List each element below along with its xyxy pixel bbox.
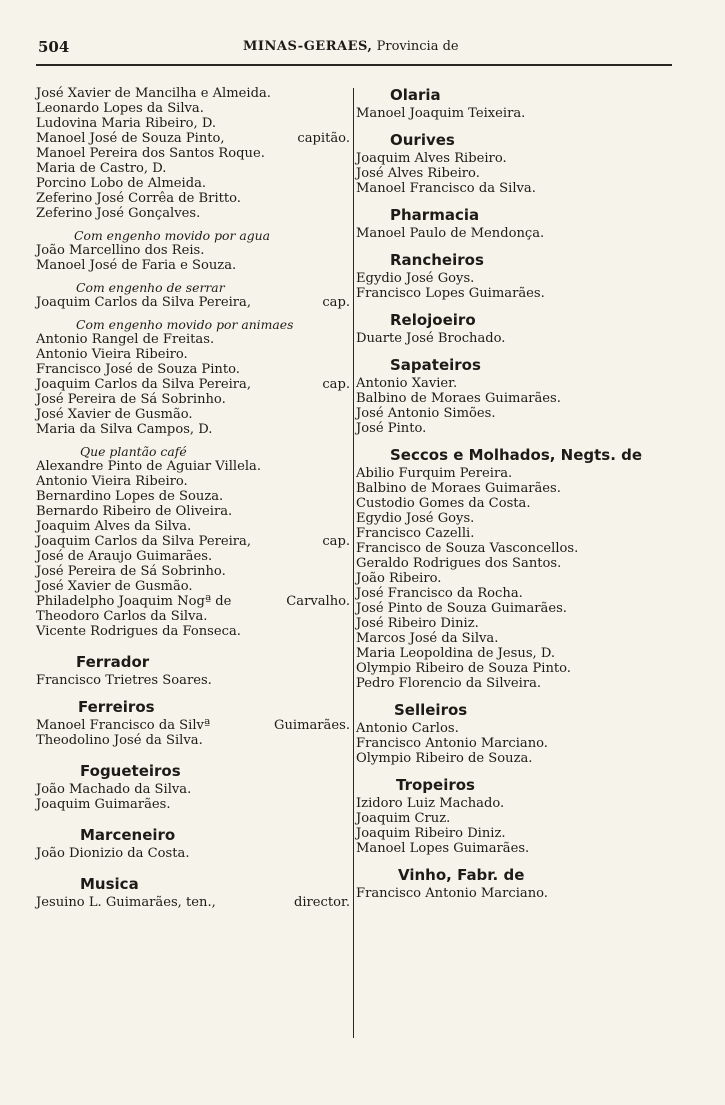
section-heading: Vinho, Fabr. de xyxy=(398,866,525,884)
name-entry: Antonio Rangel de Freitas. xyxy=(36,332,215,347)
name-entry: Joaquim Ribeiro Diniz. xyxy=(356,826,506,841)
name-entry: Manoel Joaquim Teixeira. xyxy=(356,106,526,121)
name-list xyxy=(356,886,696,901)
section-rancheiros xyxy=(356,251,696,301)
name-entry: Maria Leopoldina de Jesus, D. xyxy=(356,646,556,661)
name-entry: José Francisco da Rocha. xyxy=(356,586,523,601)
name-entry: Geraldo Rodrigues dos Santos. xyxy=(356,556,562,571)
section-ferrador xyxy=(36,653,350,688)
name-entry: Francisco de Souza Vasconcellos. xyxy=(356,541,579,556)
name-entry: Theodoro Carlos da Silva. xyxy=(36,609,208,624)
name-entry-text: Philadelpho Joaquim Nogª de xyxy=(36,594,232,609)
section-vinho xyxy=(356,866,696,901)
name-list xyxy=(36,295,350,310)
name-entry: José Xavier de Gusmão. xyxy=(36,407,193,422)
section-engenho-animaes xyxy=(36,317,350,437)
section-engenho-serrar xyxy=(36,280,350,310)
name-entry: Maria de Castro, D. xyxy=(36,161,167,176)
name-entry: José Xavier de Gusmão. xyxy=(36,579,193,594)
section-sapateiros xyxy=(356,356,696,436)
name-list xyxy=(36,332,350,437)
name-entry-text: Joaquim Carlos da Silva Pereira, xyxy=(36,534,252,549)
name-entry: Joaquim Alves Ribeiro. xyxy=(356,151,507,166)
name-entry: Egydio José Goys. xyxy=(356,271,475,286)
name-entry: Francisco José de Souza Pinto. xyxy=(36,362,240,377)
name-list xyxy=(356,106,696,121)
section-heading: Pharmacia xyxy=(390,206,480,224)
page-number: 504 xyxy=(38,38,70,56)
name-entry: Porcino Lobo de Almeida. xyxy=(36,176,207,191)
name-entry: João Machado da Silva. xyxy=(36,782,192,797)
right-column xyxy=(356,86,696,901)
name-entry-title: Carvalho. xyxy=(286,594,350,609)
section-ferreiros xyxy=(36,698,350,748)
name-entry: João Dionizio da Costa. xyxy=(36,846,190,861)
name-list xyxy=(36,718,350,748)
name-entry-text: Manoel José de Souza Pinto, xyxy=(36,131,225,146)
name-entry: José Ribeiro Diniz. xyxy=(356,616,479,631)
name-entry: Olympio Ribeiro de Souza Pinto. xyxy=(356,661,571,676)
name-entry: Francisco Cazelli. xyxy=(356,526,475,541)
name-entry-text: Manoel Francisco da Silvª xyxy=(36,718,211,733)
name-entry: Olympio Ribeiro de Souza. xyxy=(356,751,533,766)
running-title xyxy=(243,39,459,54)
name-entry: José Xavier de Mancilha e Almeida. xyxy=(36,86,271,101)
name-entry: Antonio Vieira Ribeiro. xyxy=(36,474,188,489)
name-entry: Manoel José de Faria e Souza. xyxy=(36,258,237,273)
name-entry: Joaquim Guimarães. xyxy=(36,797,171,812)
name-entry-title: capitão. xyxy=(297,131,350,146)
section-musica xyxy=(36,875,350,910)
name-list xyxy=(36,846,350,861)
section-heading: Seccos e Molhados, Negts. de xyxy=(390,446,643,464)
name-list xyxy=(36,459,350,639)
name-list xyxy=(36,782,350,812)
name-entry: Antonio Vieira Ribeiro. xyxy=(36,347,188,362)
name-entry: João Marcellino dos Reis. xyxy=(36,243,205,258)
name-entry: Abilio Furquim Pereira. xyxy=(356,466,513,481)
section-heading: Relojoeiro xyxy=(390,311,476,329)
name-entry: Antonio Carlos. xyxy=(356,721,459,736)
section-heading: Ferreiros xyxy=(78,698,155,716)
name-entry: José Pereira de Sá Sobrinho. xyxy=(36,392,226,407)
column-divider xyxy=(353,88,354,1038)
name-entry: Joaquim Cruz. xyxy=(356,811,451,826)
name-entry: José Pereira de Sá Sobrinho. xyxy=(36,564,226,579)
section-pharmacia xyxy=(356,206,696,241)
name-entry xyxy=(36,895,350,910)
name-entry: Vicente Rodrigues da Fonseca. xyxy=(36,624,241,639)
section-marceneiro xyxy=(36,826,350,861)
name-list xyxy=(356,151,696,196)
name-entry: Alexandre Pinto de Aguiar Villela. xyxy=(36,459,261,474)
running-title-province: MINAS-GERAES, xyxy=(243,39,373,54)
name-entry xyxy=(36,131,350,146)
name-entry: Manoel Lopes Guimarães. xyxy=(356,841,530,856)
name-entry xyxy=(36,534,350,549)
name-entry: Manoel Pereira dos Santos Roque. xyxy=(36,146,265,161)
section-heading: Olaria xyxy=(390,86,441,104)
section-plantao-cafe xyxy=(36,444,350,639)
name-entry: Egydio José Goys. xyxy=(356,511,475,526)
section-heading: Musica xyxy=(80,875,139,893)
name-entry: Balbino de Moraes Guimarães. xyxy=(356,481,561,496)
section-engenho-agua xyxy=(36,228,350,273)
left-column xyxy=(36,86,350,910)
name-entry: Ludovina Maria Ribeiro, D. xyxy=(36,116,217,131)
name-entry xyxy=(36,377,350,392)
name-list xyxy=(356,331,696,346)
section-selleiros xyxy=(356,701,696,766)
name-entry-text: Joaquim Carlos da Silva Pereira, xyxy=(36,295,252,310)
section-fogueteiros xyxy=(36,762,350,812)
name-entry xyxy=(36,718,350,733)
name-list xyxy=(36,243,350,273)
section-heading: Marceneiro xyxy=(80,826,176,844)
name-entry-title: cap. xyxy=(322,295,350,310)
section-subheading: Que plantão café xyxy=(80,444,187,459)
name-entry: Francisco Trietres Soares. xyxy=(36,673,212,688)
name-list xyxy=(356,271,696,301)
section-heading: Tropeiros xyxy=(396,776,475,794)
name-entry-title: director. xyxy=(293,895,350,910)
name-entry: Manoel Francisco da Silva. xyxy=(356,181,536,196)
name-entry-title: Guimarães. xyxy=(274,718,350,733)
name-entry: Maria da Silva Campos, D. xyxy=(36,422,213,437)
name-entry: Bernardo Ribeiro de Oliveira. xyxy=(36,504,233,519)
continuation-list xyxy=(36,86,350,221)
name-list xyxy=(356,466,696,691)
section-subheading: Com engenho de serrar xyxy=(76,280,225,295)
header-rule xyxy=(36,64,672,66)
section-seccos-molhados xyxy=(356,446,696,691)
name-entry-title: cap. xyxy=(322,534,350,549)
name-entry: Izidoro Luiz Machado. xyxy=(356,796,505,811)
section-relojoeiro xyxy=(356,311,696,346)
name-entry: Joaquim Alves da Silva. xyxy=(36,519,192,534)
name-entry-text: Jesuino L. Guimarães, ten., xyxy=(36,895,216,910)
name-entry xyxy=(36,295,350,310)
name-entry: José Pinto. xyxy=(356,421,427,436)
name-entry: José Alves Ribeiro. xyxy=(356,166,480,181)
name-entry-text: Joaquim Carlos da Silva Pereira, xyxy=(36,377,252,392)
name-list xyxy=(36,673,350,688)
name-entry-title: cap. xyxy=(322,377,350,392)
name-entry xyxy=(36,594,350,609)
name-list xyxy=(36,895,350,910)
name-entry: Pedro Florencio da Silveira. xyxy=(356,676,542,691)
running-title-rest: Provincia de xyxy=(376,39,459,54)
section-heading: Sapateiros xyxy=(390,356,481,374)
section-heading: Ourives xyxy=(390,131,455,149)
name-entry: Zeferino José Corrêa de Britto. xyxy=(36,191,241,206)
name-entry: Manoel Paulo de Mendonça. xyxy=(356,226,545,241)
name-list xyxy=(356,796,696,856)
page-header xyxy=(38,38,670,60)
name-entry: João Ribeiro. xyxy=(356,571,442,586)
name-entry: José Antonio Simões. xyxy=(356,406,496,421)
name-entry: Marcos José da Silva. xyxy=(356,631,499,646)
section-heading: Selleiros xyxy=(394,701,468,719)
name-entry: Francisco Antonio Marciano. xyxy=(356,886,548,901)
section-subheading: Com engenho movido por agua xyxy=(74,228,271,243)
section-tropeiros xyxy=(356,776,696,856)
section-heading: Ferrador xyxy=(76,653,150,671)
name-entry: José de Araujo Guimarães. xyxy=(36,549,213,564)
name-entry: Francisco Lopes Guimarães. xyxy=(356,286,545,301)
name-entry: Duarte José Brochado. xyxy=(356,331,506,346)
name-list xyxy=(356,226,696,241)
name-entry: Leonardo Lopes da Silva. xyxy=(36,101,204,116)
name-entry: Bernardino Lopes de Souza. xyxy=(36,489,224,504)
name-entry: Theodolino José da Silva. xyxy=(36,733,203,748)
name-entry: Antonio Xavier. xyxy=(356,376,458,391)
name-list xyxy=(356,721,696,766)
name-entry: Custodio Gomes da Costa. xyxy=(356,496,531,511)
name-list xyxy=(356,376,696,436)
name-entry: José Pinto de Souza Guimarães. xyxy=(356,601,567,616)
section-olaria xyxy=(356,86,696,121)
name-entry: Balbino de Moraes Guimarães. xyxy=(356,391,561,406)
section-subheading: Com engenho movido por animaes xyxy=(76,317,294,332)
section-ourives xyxy=(356,131,696,196)
section-heading: Rancheiros xyxy=(390,251,484,269)
section-heading: Fogueteiros xyxy=(80,762,181,780)
name-entry: Francisco Antonio Marciano. xyxy=(356,736,548,751)
name-entry: Zeferino José Gonçalves. xyxy=(36,206,201,221)
